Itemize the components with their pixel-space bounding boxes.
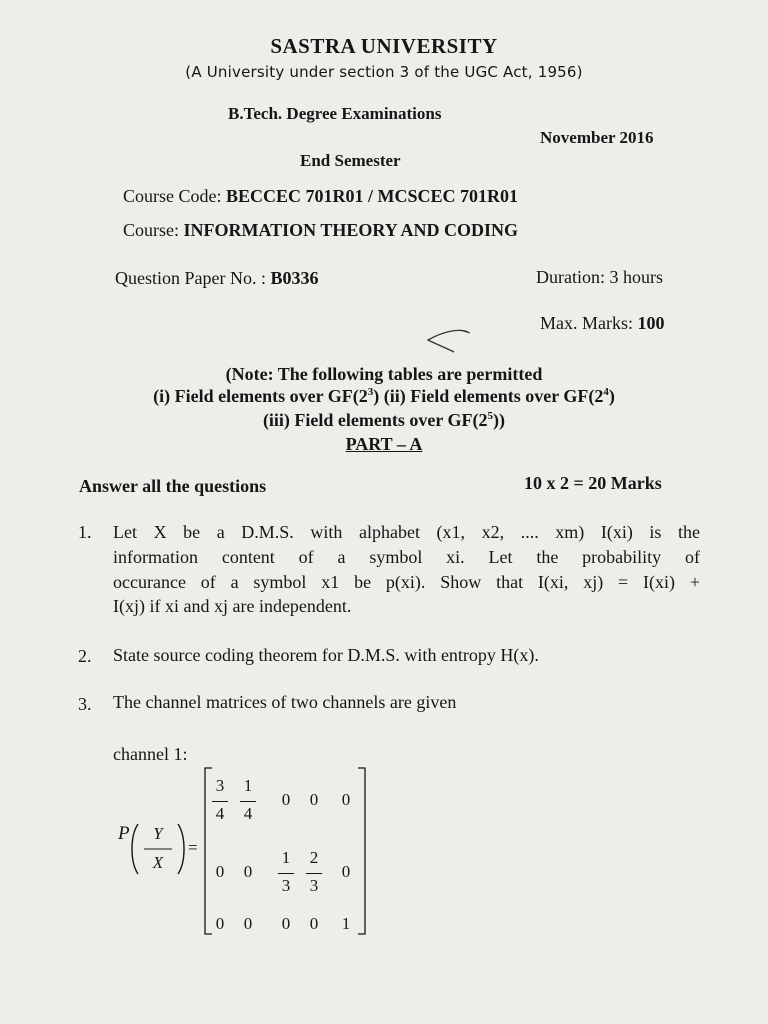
matrix-cell-0-0-fraction-bar bbox=[212, 801, 228, 802]
channel-label: channel 1: bbox=[113, 744, 188, 764]
question-paper-line bbox=[115, 268, 319, 289]
matrix-cell-1-0: 0 bbox=[215, 862, 225, 881]
exam-month-year: November 2016 bbox=[540, 128, 654, 147]
matrix-cell-0-0-denominator: 4 bbox=[215, 804, 225, 823]
channel-matrix bbox=[200, 766, 370, 936]
matrix-cell-0-1-fraction-bar bbox=[240, 801, 256, 802]
matrix-cell-1-2-fraction-bar bbox=[278, 873, 294, 874]
pen-mark-icon bbox=[420, 326, 480, 356]
equals-sign: = bbox=[188, 838, 198, 857]
max-marks-line bbox=[540, 313, 665, 334]
note-line-3: (iii) Field elements over $GF(2^5)$) bbox=[262, 410, 506, 430]
matrix-cell-1-2-denominator: 3 bbox=[281, 876, 291, 895]
question-1-line-4: I(xj) if xi and xj are independent. bbox=[113, 596, 352, 616]
question-3-text: The channel matrices of two channels are given bbox=[113, 692, 457, 712]
course-name: INFORMATION THEORY AND CODING bbox=[183, 220, 519, 240]
matrix-cell-0-4: 0 bbox=[341, 790, 351, 809]
course-label: Course: bbox=[123, 220, 184, 240]
matrix-cell-1-3-numerator: 2 bbox=[309, 848, 319, 867]
question-3-number: 3. bbox=[78, 694, 92, 714]
semester-label: End Semester bbox=[300, 151, 401, 170]
matrix-cell-1-4: 0 bbox=[341, 862, 351, 881]
matrix-cell-2-3: 0 bbox=[309, 914, 319, 933]
question-2-number: 2. bbox=[78, 646, 92, 666]
note-line-1: (Note: The following tables are permitted bbox=[225, 364, 543, 384]
matrix-cell-1-3-denominator: 3 bbox=[309, 876, 319, 895]
question-1-line-1: Let X be a D.M.S. with alphabet (x1, x2, .... xm) I(xi) is the bbox=[113, 522, 700, 542]
answer-instruction: Answer all the questions bbox=[79, 476, 267, 496]
marks-value: 100 bbox=[637, 313, 665, 333]
qp-number: B0336 bbox=[270, 268, 319, 288]
lhs-numerator: Y bbox=[153, 824, 163, 843]
degree-title: B.Tech. Degree Examinations bbox=[228, 104, 442, 123]
matrix-cell-2-1: 0 bbox=[243, 914, 253, 933]
duration-value: 3 hours bbox=[609, 267, 663, 287]
university-subtitle: (A University under section 3 of the UGC Act, 1956) bbox=[185, 63, 583, 81]
matrix-cell-0-3: 0 bbox=[309, 790, 319, 809]
duration-label: Duration: bbox=[536, 267, 610, 287]
matrix-cell-0-2: 0 bbox=[281, 790, 291, 809]
duration-line bbox=[536, 267, 663, 288]
marks-instruction: 10 x 2 = 20 Marks bbox=[524, 473, 662, 493]
note-line-2: (i) Field elements over $GF(2^3)$ (ii) Field elements over $GF(2^4)$ bbox=[153, 386, 615, 406]
question-1-line-3: occurance of a symbol x1 be p(xi). Show that I(xi, xj) = I(xi) + bbox=[113, 572, 700, 592]
marks-label: Max. Marks: bbox=[540, 313, 638, 333]
course-code-label: Course Code: bbox=[123, 186, 226, 206]
matrix-cell-1-2-numerator: 1 bbox=[281, 848, 291, 867]
question-1-number: 1. bbox=[78, 522, 92, 542]
part-heading: PART – A bbox=[345, 434, 423, 454]
matrix-cell-0-0-numerator: 3 bbox=[215, 776, 225, 795]
matrix-cell-2-4: 1 bbox=[341, 914, 351, 933]
matrix-cell-1-1: 0 bbox=[243, 862, 253, 881]
question-2-text: State source coding theorem for D.M.S. with entropy H(x). bbox=[113, 645, 539, 665]
matrix-cell-0-1-denominator: 4 bbox=[243, 804, 253, 823]
matrix-cell-2-0: 0 bbox=[215, 914, 225, 933]
lhs-denominator: X bbox=[152, 853, 164, 872]
question-1-line-2: information content of a symbol xi. Let the probability of bbox=[113, 547, 700, 567]
matrix-cell-1-3-fraction-bar bbox=[306, 873, 322, 874]
matrix-cell-2-2: 0 bbox=[281, 914, 291, 933]
course-line bbox=[123, 220, 518, 241]
course-code: BECCEC 701R01 / MCSCEC 701R01 bbox=[226, 186, 519, 206]
university-name: SASTRA UNIVERSITY bbox=[270, 34, 498, 58]
qp-label: Question Paper No. : bbox=[115, 268, 271, 288]
matrix-cell-0-1-numerator: 1 bbox=[243, 776, 253, 795]
course-code-line bbox=[123, 186, 518, 207]
prob-symbol: P bbox=[118, 823, 130, 844]
